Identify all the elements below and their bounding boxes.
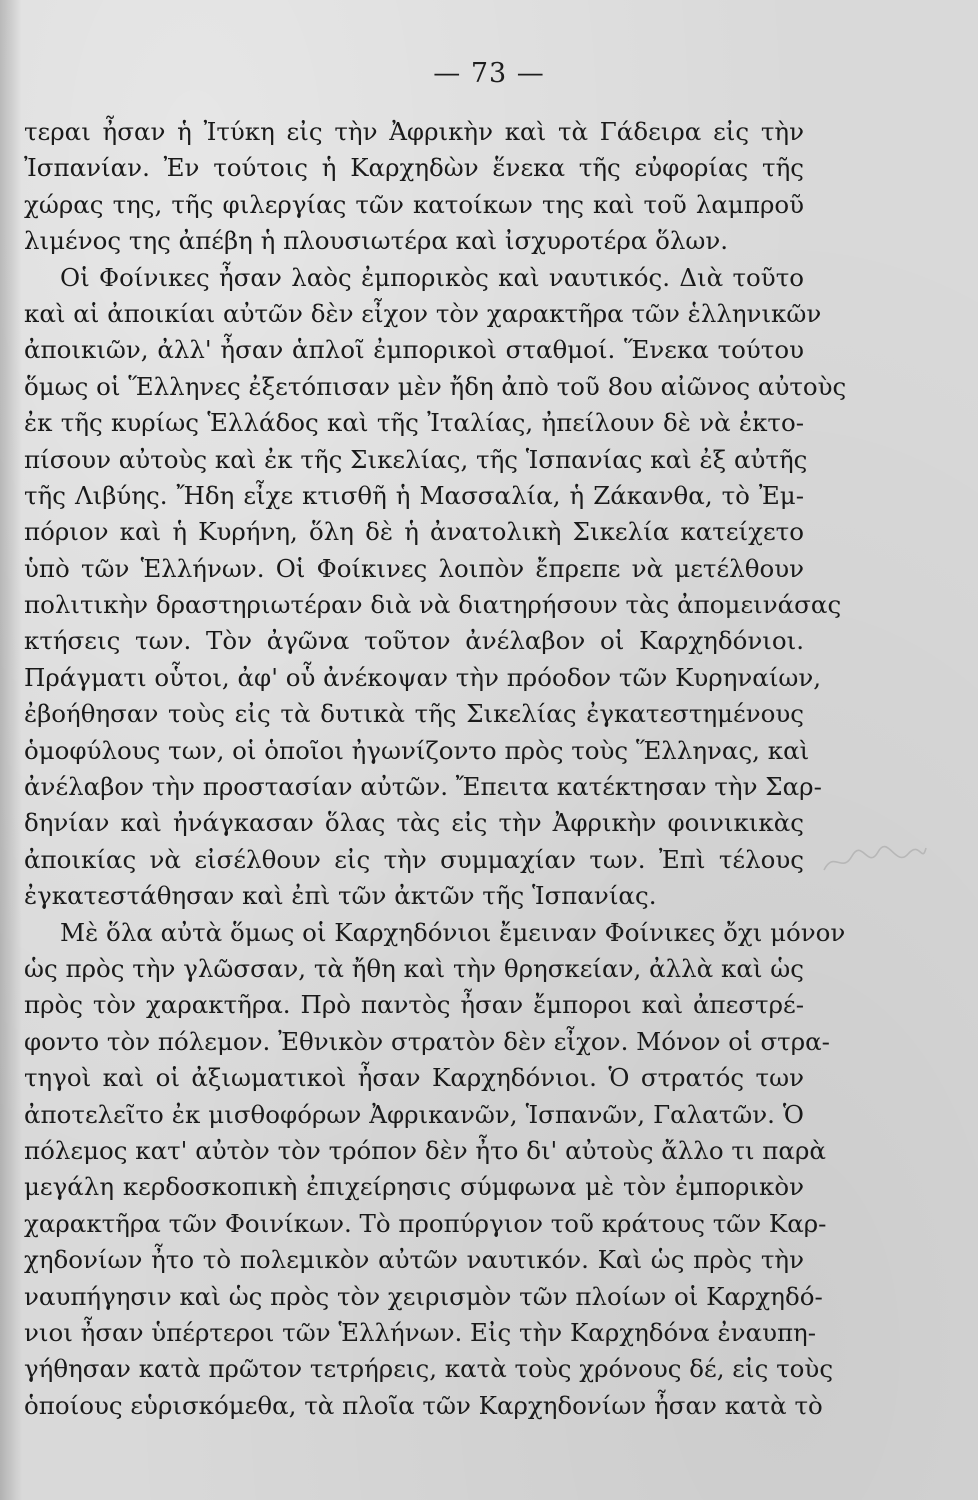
text-line: τεραι ἦσαν ἡ Ἰτύκη εἰς τὴν Ἀφρικὴν καὶ τὰ Γάδειρα εἰς τὴν [24, 117, 804, 146]
text-line: κτήσεις των. Τὸν ἀγῶνα τοῦτον ἀνέλαβον οἱ Καρχηδόνιοι. [24, 626, 804, 656]
text-line: ἀποικιῶν, ἀλλ' ἦσαν ἁπλοῖ ἐμπορικοὶ σταθμοί. Ἕνεκα τούτου [24, 335, 804, 365]
text-line: πίσουν αὐτοὺς καὶ ἐκ τῆς Σικελίας, τῆς Ἱσπανίας καὶ ἐξ αὐτῆς [24, 444, 808, 474]
text-line: χώρας της, τῆς φιλεργίας τῶν κατοίκων της καὶ τοῦ λαμπροῦ [24, 189, 804, 219]
text-line: γήθησαν κατὰ πρῶτον τετρήρεις, κατὰ τοὺς χρόνους δέ, εἰς τοὺς [24, 1354, 834, 1384]
text-line: πόλεμος κατ' αὐτὸν τὸν τρόπον δὲν ἦτο δι' αὐτοὺς ἄλλο τι παρὰ [24, 1135, 826, 1165]
text-line: πόριον καὶ ἡ Κυρήνη, ὅλη δὲ ἡ ἀνατολικὴ Σικελία κατείχετο [24, 517, 804, 547]
text-line: ναυπήγησιν καὶ ὡς πρὸς τὸν χειρισμὸν τῶν πλοίων οἱ Καρχηδό- [24, 1281, 823, 1311]
text-line: ὡς πρὸς τὴν γλῶσσαν, τὰ ἤθη καὶ τὴν θρησκείαν, ἀλλὰ καὶ ὡς [24, 953, 804, 983]
text-line: ὑπὸ τῶν Ἑλλήνων. Οἱ Φοίκινες λοιπὸν ἔπρεπε νὰ μετέλθουν [24, 553, 804, 583]
text-line: πολιτικὴν δραστηριωτέραν διὰ νὰ διατηρήσουν τὰς ἀπομεινάσας [24, 590, 842, 620]
text-line: ἀποτελεῖτο ἐκ μισθοφόρων Ἀφρικανῶν, Ἱσπανῶν, Γαλατῶν. Ὁ [24, 1099, 804, 1129]
text-line: τηγοὶ καὶ οἱ ἀξιωματικοὶ ἦσαν Καρχηδόνιοι. Ὁ στρατός των [24, 1063, 804, 1093]
text-line: χηδονίων ἦτο τὸ πολεμικὸν αὐτῶν ναυτικόν. Καὶ ὡς πρὸς τὴν [24, 1245, 804, 1275]
text-line: Οἱ Φοίνικες ἦσαν λαὸς ἐμπορικὸς καὶ ναυτικός. Διὰ τοῦτο [60, 262, 804, 292]
text-line: ἐβοήθησαν τοὺς εἰς τὰ δυτικὰ τῆς Σικελίας ἐγκατεστημένους [24, 699, 804, 729]
text-line: ὁμοφύλους των, οἱ ὁποῖοι ἠγωνίζοντο πρὸς τοὺς Ἕλληνας, καὶ [24, 735, 810, 765]
text-line: μεγάλη κερδοσκοπικὴ ἐπιχείρησις σύμφωνα μὲ τὸν ἐμπορικὸν [24, 1172, 804, 1202]
binding-shadow [0, 0, 22, 1500]
text-line: Πράγματι οὗτοι, ἀφ' οὗ ἀνέκοψαν τὴν πρόοδον τῶν Κυρηναίων, [24, 662, 822, 692]
text-line: ἀποικίας νὰ εἰσέλθουν εἰς τὴν συμμαχίαν των. Ἐπὶ τέλους [24, 844, 804, 874]
text-line: τῆς Λιβύης. Ἤδη εἶχε κτισθῆ ἡ Μασσαλία, ἡ Ζάκανθα, τὸ Ἐμ- [24, 480, 804, 510]
text-line: Μὲ ὅλα αὐτὰ ὅμως οἱ Καρχηδόνιοι ἔμειναν Φοίνικες ὄχι μόνον [60, 917, 846, 947]
text-line: λιμένος της ἀπέβη ἡ πλουσιωτέρα καὶ ἰσχυροτέρα ὅλων. [24, 226, 729, 256]
text-line: πρὸς τὸν χαρακτῆρα. Πρὸ παντὸς ἦσαν ἔμποροι καὶ ἀπεστρέ- [24, 990, 804, 1020]
pencil-scribble-mark [820, 840, 930, 880]
text-line: ἐγκατεστάθησαν καὶ ἐπὶ τῶν ἀκτῶν τῆς Ἱσπανίας. [24, 881, 657, 911]
text-line: ὁποίους εὑρισκόμεθα, τὰ πλοῖα τῶν Καρχηδονίων ἦσαν κατὰ τὸ [24, 1390, 823, 1420]
text-line: ἀνέλαβον τὴν προστασίαν αὐτῶν. Ἔπειτα κατέκτησαν τὴν Σαρ- [24, 772, 822, 802]
text-line: Ἰσπανίαν. Ἐν τούτοις ἡ Καρχηδὼν ἕνεκα τῆς εὐφορίας τῆς [24, 153, 804, 183]
text-line: καὶ αἱ ἀποικίαι αὐτῶν δὲν εἶχον τὸν χαρακτῆρα τῶν ἑλληνικῶν [24, 298, 822, 328]
text-line: δηνίαν καὶ ἠνάγκασαν ὅλας τὰς εἰς τὴν Ἀφρικὴν φοινικικὰς [24, 808, 804, 838]
text-line: χαρακτῆρα τῶν Φοινίκων. Τὸ προπύργιον τοῦ κράτους τῶν Καρ- [24, 1208, 827, 1238]
text-line: φοντο τὸν πόλεμον. Ἐθνικὸν στρατὸν δὲν εἶχον. Μόνον οἱ στρα- [24, 1026, 830, 1056]
body-text [24, 114, 847, 1424]
text-line: νιοι ἦσαν ὑπέρτεροι τῶν Ἑλλήνων. Εἰς τὴν Καρχηδόνα ἐναυπη- [24, 1317, 817, 1347]
text-line: ὅμως οἱ Ἕλληνες ἐξετόπισαν μὲν ἤδη ἀπὸ τοῦ 8ου αἰῶνος αὐτοὺς [24, 371, 847, 401]
page-number: — 73 — [433, 58, 545, 89]
text-line: ἐκ τῆς κυρίως Ἑλλάδος καὶ τῆς Ἰταλίας, ἠπείλουν δὲ νὰ ἐκτο- [24, 408, 804, 438]
